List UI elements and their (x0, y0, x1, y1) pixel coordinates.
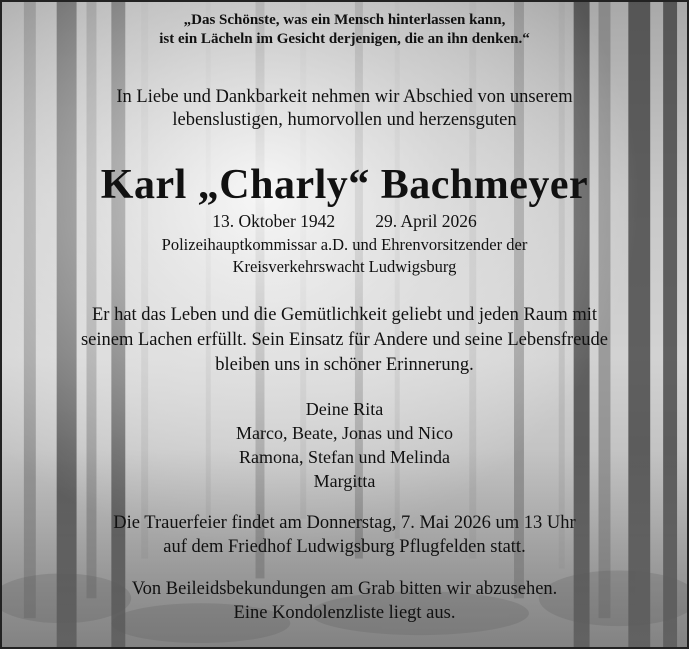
quote-line-1: „Das Schönste, was ein Mensch hinterlassen kann, (183, 12, 506, 28)
occupation-line-2: Kreisverkehrswacht Ludwigsburg (232, 257, 457, 276)
tribute-line-3: bleiben uns in schöner Erinnerung. (215, 355, 474, 375)
family-member-2: Marco, Beate, Jonas und Nico (236, 423, 453, 443)
funeral-line-2: auf dem Friedhof Ludwigsburg Pflugfelden statt. (163, 537, 526, 557)
occupation-line-1: Polizeihauptkommissar a.D. und Ehrenvorsitzender der (161, 235, 528, 254)
tribute-line-2: seinem Lachen erfüllt. Sein Einsatz für Andere und seine Lebensfreude (80, 330, 609, 350)
notice-text (2, 2, 687, 647)
intro-line-1: In Liebe und Dankbarkeit nehmen wir Abschied von unserem (116, 87, 573, 107)
family-member-3: Ramona, Stefan und Melinda (239, 447, 450, 467)
quote-line-2: ist ein Lächeln im Gesicht derjenigen, die an ihn denken.“ (159, 31, 530, 47)
closing-line-1: Von Beileidsbekundungen am Grab bitten wir abzusehen. (131, 579, 558, 599)
tribute-line-1: Er hat das Leben und die Gemütlichkeit geliebt und jeden Raum mit (91, 305, 598, 325)
life-dates (2, 211, 687, 232)
family-member-4: Margitta (313, 471, 376, 491)
intro-line-2: lebenslustigen, humorvollen und herzensguten (172, 110, 517, 130)
birth-date: 13. Oktober 1942 (212, 211, 336, 231)
funeral-line-1: Die Trauerfeier findet am Donnerstag, 7. Mai 2026 um 13 Uhr (113, 513, 576, 533)
closing-line-2: Eine Kondolenzliste liegt aus. (233, 603, 456, 623)
death-date: 29. April 2026 (375, 211, 477, 231)
deceased-name: Karl „Charly“ Bachmeyer (100, 162, 589, 208)
family-member-1: Deine Rita (305, 399, 384, 419)
